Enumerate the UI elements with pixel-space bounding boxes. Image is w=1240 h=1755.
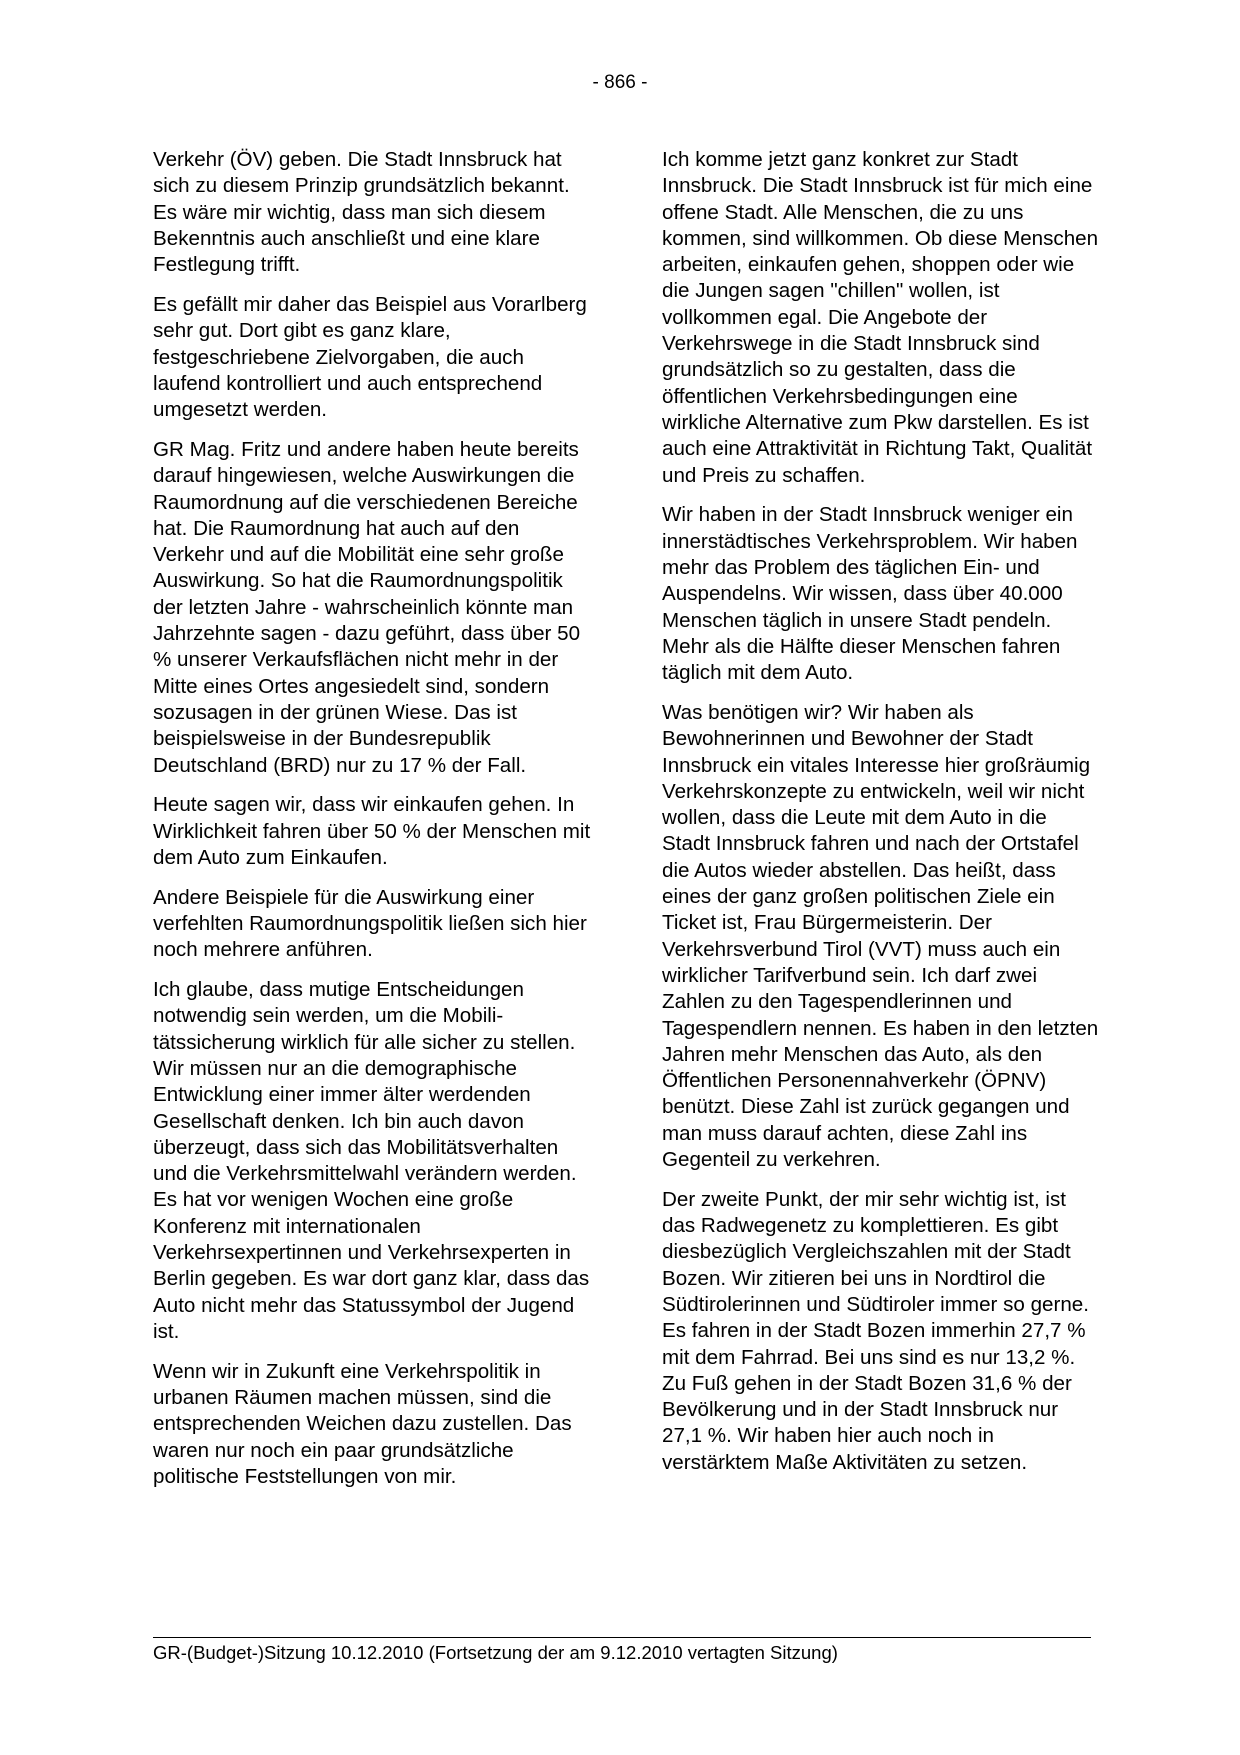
right-column: [662, 147, 1100, 1490]
paragraph: Heute sagen wir, dass wir einkaufen gehen. In Wirklichkeit fahren über 50 % der Menschen mit dem Auto zum Einkaufen.: [153, 793, 591, 869]
paragraph: Verkehr (ÖV) geben. Die Stadt Innsbruck hat sich zu diesem Prinzip grundsätzlich bekannt. Es wäre mir wichtig, dass man sich diesem Bekenntnis auch anschließt und eine klare Festlegung trifft.: [153, 148, 570, 277]
paragraph: Ich komme jetzt ganz konkret zur Stadt Innsbruck. Die Stadt Innsbruck ist für mich eine offene Stadt. Alle Menschen, die zu uns kommen, sind willkommen. Ob diese Menschen arbeiten, einkaufen gehen, shoppen oder wie die Jungen sagen "chillen" wollen, ist vollkommen egal. Die Angebote der Verkehrswege in die Stadt Innsbruck sind grundsätzlich so zu gestalten, dass die öffentlichen Verkehrsbedingungen eine wirkliche Alternative zum Pkw darstellen. Es ist auch eine Attraktivität in Richtung Takt, Qualität und Preis zu schaffen.: [662, 148, 1099, 487]
paragraph: GR Mag. Fritz und andere haben heute bereits darauf hingewiesen, welche Auswirkungen die Raumordnung auf die verschiedenen Bereiche hat. Die Raumordnung hat auch auf den Verkehr und auf die Mobilität eine sehr große Auswirkung. So hat die Raumordnungspolitik der letzten Jahre - wahrscheinlich könnte man Jahrzehnte sagen - dazu geführt, dass über 50 % unserer Verkaufsflächen nicht mehr in der Mitte eines Ortes angesiedelt sind, sondern sozusagen in der grünen Wiese. Das ist beispielsweise in der Bundesrepublik Deutschland (BRD) nur zu 17 % der Fall.: [153, 437, 581, 777]
paragraph: Es gefällt mir daher das Beispiel aus Vorarlberg sehr gut. Dort gibt es ganz klare, festgeschriebene Zielvorgaben, die auch laufend kontrolliert und auch entsprechend umgesetzt werden.: [153, 292, 587, 422]
paragraph: Ich glaube, dass mutige Entscheidungen notwendig sein werden, um die Mobilitätssicherung wirklich für alle sicher zu stellen. Wir müssen nur an die demographische Entwicklung einer immer älter werdenden Gesellschaft denken. Ich bin auch davon überzeugt, dass sich das Mobilitätsverhalten und die Verkehrsmittelwahl verändern werden. Es hat vor wenigen Wochen eine große Konferenz mit internationalen Verkehrsexpertinnen und Verkehrsexperten in Berlin gegeben. Es war dort ganz klar, dass das Auto nicht mehr das Statussymbol der Jugend ist.: [153, 978, 590, 1343]
paragraph: Was benötigen wir? Wir haben als Bewohnerinnen und Bewohner der Stadt Innsbruck ein vitales Interesse hier großräumig Verkehrskonzepte zu entwickeln, weil wir nicht wollen, dass die Leute mit dem Auto in die Stadt Innsbruck fahren und nach der Ortstafel die Autos wieder abstellen. Das heißt, dass eines der ganz großen politischen Ziele ein Ticket ist, Frau Bürgermeisterin. Der Verkehrsverbund Tirol (VVT) muss auch ein wirklicher Tarifverbund sein. Ich darf zwei Zahlen zu den Tagespendlerinnen und Tagespendlern nennen. Es haben in den letzten Jahren mehr Menschen das Auto, als den Öffentlichen Personennahverkehr (ÖPNV) benützt. Diese Zahl ist zurück gegangen und man muss darauf achten, diese Zahl ins Gegenteil zu verkehren.: [662, 700, 1099, 1171]
paragraph: Der zweite Punkt, der mir sehr wichtig ist, ist das Radwegenetz zu komplettieren. Es gibt diesbezüglich Vergleichszahlen mit der Stadt Bozen. Wir zitieren bei uns in Nordtirol die Südtirolerinnen und Südtiroler immer so gerne. Es fahren in der Stadt Bozen immerhin 27,7 % mit dem Fahrrad. Bei uns sind es nur 13,2 %. Zu Fuß gehen in der Stadt Bozen 31,6 % der Bevölkerung und in der Stadt Innsbruck nur 27,1 %. Wir haben hier auch noch in verstärktem Maße Aktivitäten zu setzen.: [662, 1187, 1089, 1474]
paragraph: Wenn wir in Zukunft eine Verkehrspolitik in urbanen Räumen machen müssen, sind die entsprechenden Weichen dazu zustellen. Das waren nur noch ein paar grundsätzliche politische Feststellungen von mir.: [153, 1359, 572, 1488]
page-number: - 866 -: [592, 72, 648, 93]
footer-text: GR-(Budget-)Sitzung 10.12.2010 (Fortsetzung der am 9.12.2010 vertagten Sitzung): [153, 1642, 838, 1663]
paragraph: Andere Beispiele für die Auswirkung einer verfehlten Raumordnungspolitik ließen sich hier noch mehrere anführen.: [153, 885, 587, 962]
footer-divider: [153, 1637, 1091, 1638]
left-column: [153, 147, 591, 1504]
paragraph: Wir haben in der Stadt Innsbruck weniger ein innerstädtisches Verkehrsproblem. Wir haben mehr das Problem des täglichen Ein- und Auspendelns. Wir wissen, dass über 40.000 Menschen täglich in unsere Stadt pendeln. Mehr als die Hälfte dieser Menschen fahren täglich mit dem Auto.: [662, 503, 1078, 685]
